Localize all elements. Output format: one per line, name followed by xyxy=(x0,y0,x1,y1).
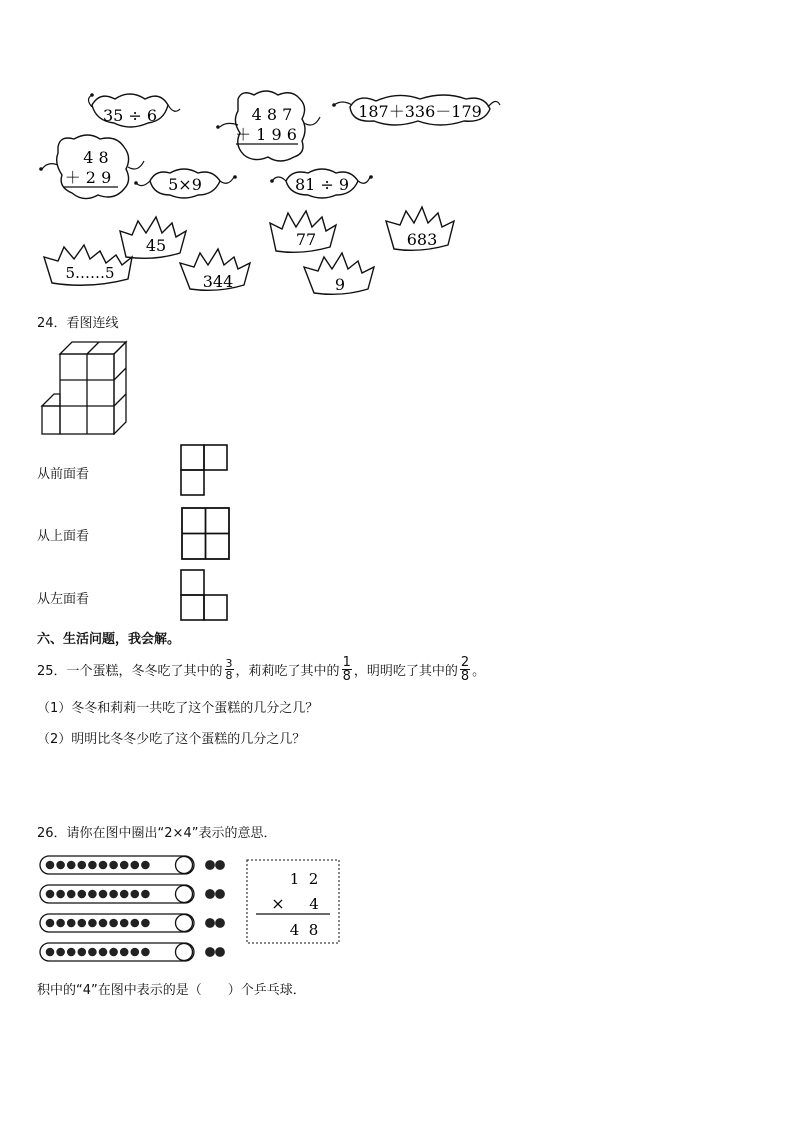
ball xyxy=(67,861,76,870)
q25-intro-d: 。 xyxy=(472,664,486,679)
grass-5dots5[interactable] xyxy=(44,245,132,285)
ball xyxy=(46,919,55,928)
fraction-1-8: $\frac{1}{8}$ xyxy=(342,655,351,684)
worm-81div9[interactable] xyxy=(270,169,373,198)
ball xyxy=(56,948,65,957)
loose-ball xyxy=(215,947,225,957)
ball xyxy=(88,861,97,870)
ball xyxy=(99,948,108,957)
ball-row[interactable] xyxy=(40,885,225,903)
grass-text: 683 xyxy=(406,230,438,249)
q25-intro-a: 25．一个蛋糕，冬冬吃了其中的 xyxy=(37,664,223,679)
mult-top: 1 2 xyxy=(289,870,319,888)
mult-result: 4 8 xyxy=(289,921,319,939)
q25-sub2: （2）明明比冬冬少吃了这个蛋糕的几分之几？ xyxy=(37,732,306,747)
grass-text: 344 xyxy=(202,272,234,291)
ball xyxy=(109,948,118,957)
worm-text: 81 ÷ 9 xyxy=(294,175,350,194)
ball xyxy=(141,919,150,928)
ball xyxy=(67,919,76,928)
ball xyxy=(141,948,150,957)
front-view-shape[interactable] xyxy=(180,444,230,498)
ball xyxy=(56,861,65,870)
left-view-shape[interactable] xyxy=(180,569,230,623)
ball xyxy=(46,948,55,957)
view-label-top: 从上面看 xyxy=(37,529,90,544)
worm-bottom: ＋ 1 9 6 xyxy=(235,125,297,144)
ball xyxy=(67,890,76,899)
grass-683[interactable] xyxy=(386,207,454,250)
ball xyxy=(131,919,140,928)
ball xyxy=(88,948,97,957)
loose-ball xyxy=(215,918,225,928)
grass-45[interactable] xyxy=(120,217,186,258)
q25-intro-c: ，明明吃了其中的 xyxy=(353,664,458,679)
ball xyxy=(88,919,97,928)
worm-top: 4 8 xyxy=(83,148,109,167)
ball xyxy=(120,919,129,928)
grass-77[interactable] xyxy=(270,211,336,252)
grass-344[interactable] xyxy=(180,249,250,291)
q25-intro xyxy=(37,656,485,683)
worm-48plus29[interactable] xyxy=(39,135,144,199)
q26-question: 积中的“4”在图中表示的是（ ）个乒乓球． xyxy=(37,983,306,998)
q25-sub1: （1）冬冬和莉莉一共吃了这个蛋糕的几分之几？ xyxy=(37,701,319,716)
cube-figure xyxy=(38,340,130,435)
q26-title: 26．请你在图中圈出“2×4”表示的意思． xyxy=(37,826,277,841)
worm-chain[interactable] xyxy=(332,95,500,125)
loose-ball xyxy=(215,889,225,899)
empty-slot xyxy=(176,944,193,961)
empty-slot xyxy=(176,857,193,874)
ball xyxy=(109,890,118,899)
top-view-shape[interactable] xyxy=(180,506,232,562)
grass-text: 9 xyxy=(334,275,346,294)
ball xyxy=(99,890,108,899)
ball-row[interactable] xyxy=(40,856,225,874)
worm-text: 5×9 xyxy=(168,175,202,194)
view-label-front: 从前面看 xyxy=(37,467,90,482)
ball xyxy=(78,890,87,899)
grass-text: 5……5 xyxy=(65,264,115,282)
ball xyxy=(131,890,140,899)
ball xyxy=(120,861,129,870)
ball xyxy=(99,919,108,928)
loose-ball xyxy=(205,860,215,870)
worm-bottom: ＋ 2 9 xyxy=(64,168,112,187)
section6-title: 六、生活问题，我会解。 xyxy=(37,632,181,647)
worm-35div6[interactable] xyxy=(89,93,181,127)
ball xyxy=(109,919,118,928)
empty-slot xyxy=(176,886,193,903)
ball xyxy=(131,861,140,870)
mult-bottom: 4 xyxy=(309,895,319,913)
worm-5x9[interactable] xyxy=(134,169,237,198)
worm-top: 4 8 7 xyxy=(251,105,293,124)
q24-title: 24．看图连线 xyxy=(37,316,119,331)
ball xyxy=(88,890,97,899)
ball xyxy=(78,919,87,928)
ball xyxy=(99,861,108,870)
worm-text: 35 ÷ 6 xyxy=(102,106,158,125)
loose-ball xyxy=(205,947,215,957)
q25-intro-b: ，莉莉吃了其中的 xyxy=(235,664,340,679)
ball-row[interactable] xyxy=(40,943,225,961)
ball xyxy=(78,861,87,870)
q23-illustration xyxy=(30,85,510,300)
ball xyxy=(120,948,129,957)
ball xyxy=(120,890,129,899)
fraction-2-8: $\frac{2}{8}$ xyxy=(460,655,470,684)
loose-ball xyxy=(215,860,225,870)
ball xyxy=(78,948,87,957)
grass-text: 45 xyxy=(145,236,167,255)
worm-487plus196[interactable] xyxy=(216,91,320,161)
ball-row[interactable] xyxy=(40,914,225,932)
grass-text: 77 xyxy=(295,230,317,249)
loose-ball xyxy=(205,918,215,928)
ball xyxy=(56,919,65,928)
ping-pong-figure[interactable] xyxy=(38,852,238,968)
loose-ball xyxy=(205,889,215,899)
fraction-3-8: $\frac{3}{8}$ xyxy=(225,657,233,682)
ball xyxy=(131,948,140,957)
view-label-left: 从左面看 xyxy=(37,592,90,607)
ball xyxy=(56,890,65,899)
ball xyxy=(109,861,118,870)
ball xyxy=(141,890,150,899)
grass-9[interactable] xyxy=(304,253,374,294)
ball xyxy=(46,890,55,899)
empty-slot xyxy=(176,915,193,932)
ball xyxy=(46,861,55,870)
ball xyxy=(141,861,150,870)
ball xyxy=(67,948,76,957)
multiplication-box xyxy=(246,859,341,945)
mult-op: × xyxy=(271,894,285,913)
worm-text: 187＋336－179 xyxy=(358,102,482,121)
